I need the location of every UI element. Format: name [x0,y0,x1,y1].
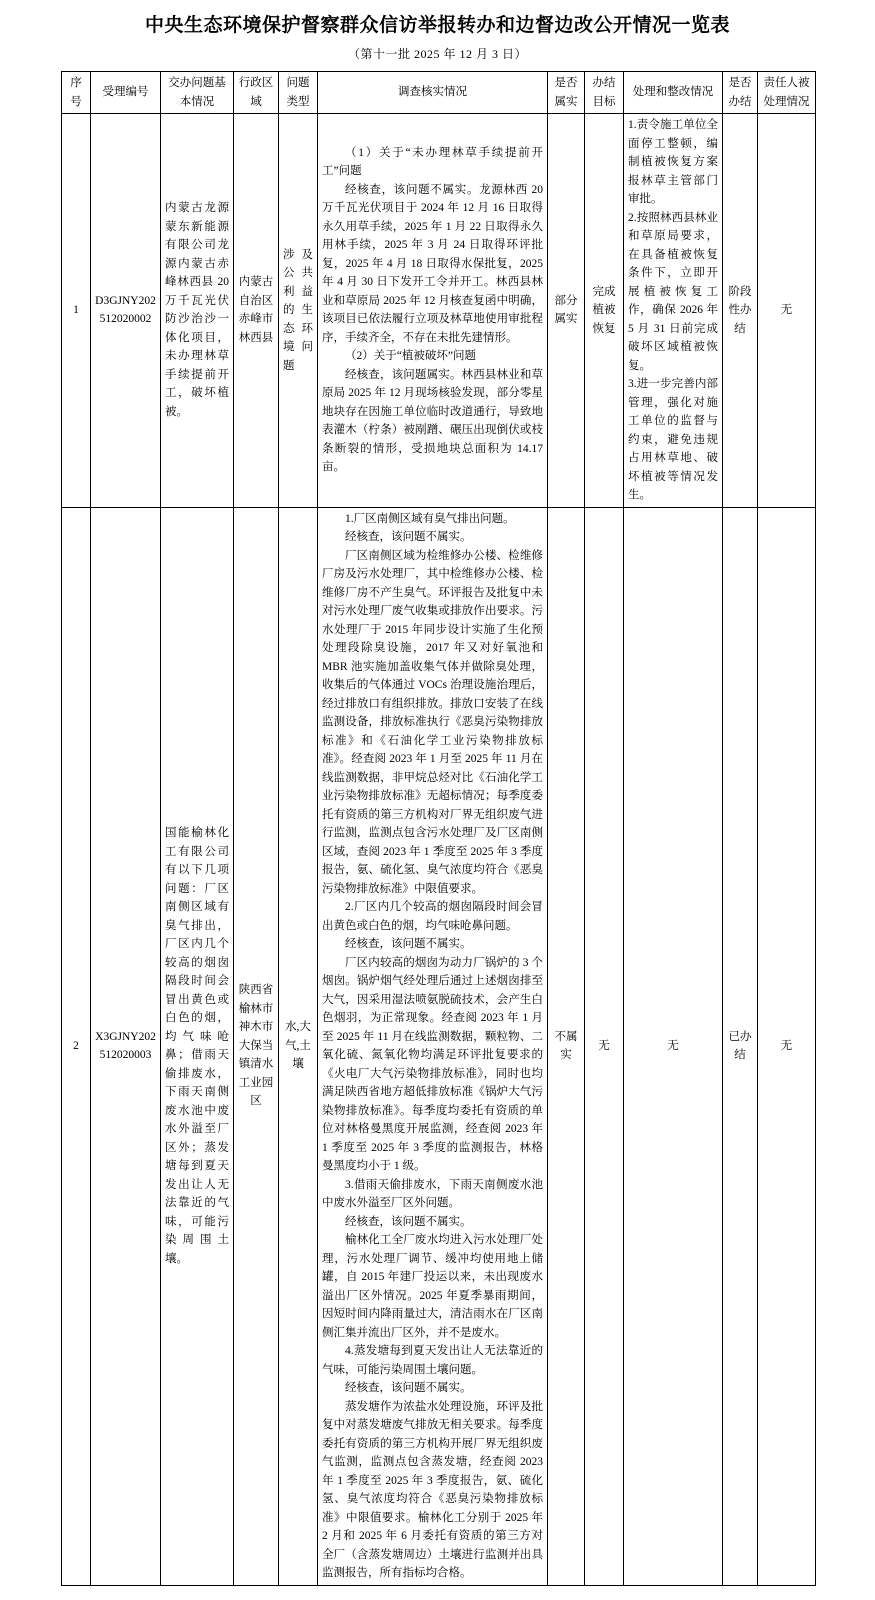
cell-verification: （1）关于“未办理林草手续提前开工”问题 经核查，该问题不属实。龙源林西 20 万千瓦光伏项目于 2024 年 12 月 16 日取得永久用草手续，2025 年 1 月 22 日取得永久用林手续，2025 年 3 月 24 日取得环评批复，2025 年 4 月 18 日取得水保批复，2025 年 4 月 30 日下发开工令并开工。林西县林业和草原局 2025 年 12 月核查复函中明确，该项目已依法履行立项及林草地使用审批程序，手续齐全，不存在未批先建情形。 （2）关于“植被破坏”问题 经核查，该问题属实。林西县林业和草原局 2025 年 12 月现场核验发现，部分零星地块存在因施工单位临时改道通行，导致地表灌木（柠条）被剐蹭、碾压出现倒伏或枝条断裂的情形，受损地块总面积为 14.17 亩。 [318,114,548,508]
col-header-acceptance-no: 受理编号 [91,72,161,114]
cell-acceptance-no: X3GJNY202512020003 [91,507,161,1585]
col-header-target: 办结目标 [585,72,624,114]
table-header-row [62,72,816,114]
cell-region: 内蒙古自治区赤峰市林西县 [234,114,279,508]
cell-is-closed: 已办结 [723,507,758,1585]
col-header-type: 问题类型 [279,72,318,114]
cell-type: 水,大气,土壤 [279,507,318,1585]
disclosure-table [61,71,816,1586]
cell-seq: 1 [62,114,91,508]
cell-problem: 内蒙古龙源蒙东新能源有限公司龙源内蒙古赤峰林西县 20 万千瓦光伏防沙治沙一体化项目，未办理林草手续提前开工，破坏植被。 [161,114,234,508]
cell-rectification: 1.责令施工单位全面停工整顿，编制植被恢复方案报林草主管部门审批。 2.按照林西县林业和草原局要求，在具备植被恢复条件下，立即开展植被恢复工作，确保 2026 年 5 月 31 日前完成破坏区域植被恢复。 3.进一步完善内部管理，强化对施工单位的监督与约束，避免违规占用林草地、破坏植被等情况发生。 [624,114,723,508]
cell-region: 陕西省榆林市神木市大保当镇清水工业园区 [234,507,279,1585]
page-subtitle: （第十一批 2025 年 12 月 3 日） [347,47,527,61]
col-header-is-closed: 是否办结 [723,72,758,114]
cell-target: 无 [585,507,624,1585]
table-row [62,507,816,1585]
cell-target: 完成植被恢复 [585,114,624,508]
cell-accountability: 无 [758,507,816,1585]
page-title: 中央生态环境保护督察群众信访举报转办和边督边改公开情况一览表 [144,15,730,36]
cell-is-true: 部分属实 [548,114,585,508]
col-header-accountability: 责任人被处理情况 [758,72,816,114]
col-header-verification: 调查核实情况 [318,72,548,114]
cell-rectification: 无 [624,507,723,1585]
col-header-is-true: 是否属实 [548,72,585,114]
cell-type: 涉及公共利益的生态环境问题 [279,114,318,508]
cell-is-true: 不属实 [548,507,585,1585]
col-header-seq: 序号 [62,72,91,114]
cell-accountability: 无 [758,114,816,508]
cell-verification: 1.厂区南侧区域有臭气排出问题。 经核查，该问题不属实。 厂区南侧区域为检维修办公楼、检维修厂房及污水处理厂，其中检维修办公楼、检维修厂房不产生臭气。环评报告及批复中未对污水处理厂废气收集或排放作出要求。污水处理厂于 2015 年同步设计实施了生化预处理段除臭设施，2017 年又对好氧池和 MBR 池实施加盖收集气体并做除臭处理，收集后的气体通过 VOCs 治理设施治理后，经过排放口有组织排放。排放口安装了在线监测设备，排放标准执行《恶臭污染物排放标准》和《石油化学工业污染物排放标准》。经查阅 2023 年 1 月至 2025 年 11 月在线监测数据，非甲烷总烃对比《石油化学工业污染物排放标准》无超标情况；每季度委托有资质的第三方机构对厂界无组织废气进行监测，监测点包含污水处理厂及厂区南侧区域，查阅 2023 年 1 季度至 2025 年 3 季度报告，氨、硫化氢、臭气浓度均符合《恶臭污染物排放标准》中限值要求。 2.厂区内几个较高的烟囱隔段时间会冒出黄色或白色的烟，均气味呛鼻问题。 经核查，该问题不属实。 厂区内较高的烟囱为动力厂锅炉的 3 个烟囱。锅炉烟气经处理后通过上述烟囱排至大气，因采用湿法喷氨脱硫技术，会产生白色烟羽，为正常现象。经查阅 2023 年 1 月至 2025 年 11 月在线监测数据，颗粒物、二氧化硫、氮氧化物均满足环评批复要求的《火电厂大气污染物排放标准》，同时也均满足陕西省地方超低排放标准《锅炉大气污染物排放标准》。每季度均委托有资质的单位对林格曼黑度开展监测，经查阅 2023 年 1 季度至 2025 年 3 季度的监测报告，林格曼黑度均小于 1 级。 3.借雨天偷排废水，下雨天南侧废水池中废水外溢至厂区外问题。 经核查，该问题不属实。 榆林化工全厂废水均进入污水处理厂处理，污水处理厂调节、缓冲均使用地上储罐，自 2015 年建厂投运以来，未出现废水溢出厂区外情况。2025 年夏季暴雨期间，因短时间内降雨量过大，清洁雨水在厂区南侧汇集并流出厂区外，并不是废水。 4.蒸发塘每到夏天发出让人无法靠近的气味，可能污染周围土壤问题。 经核查，该问题不属实。 蒸发塘作为浓盐水处理设施，环评及批复中对蒸发塘废气排放无相关要求。每季度委托有资质的第三方机构开展厂界无组织废气监测，监测点包含蒸发塘，经查阅 2023 年 1 季度至 2025 年 3 季度报告，氨、硫化氢、臭气浓度均符合《恶臭污染物排放标准》中限值要求。榆林化工分别于 2025 年 2 月和 2025 年 6 月委托有资质的第三方对全厂（含蒸发塘周边）土壤进行监测并出具监测报告，所有指标均合格。 [318,507,548,1585]
col-header-problem: 交办问题基本情况 [161,72,234,114]
col-header-rectification: 处理和整改情况 [624,72,723,114]
cell-seq: 2 [62,507,91,1585]
col-header-region: 行政区域 [234,72,279,114]
cell-problem: 国能榆林化工有限公司有以下几项问题：厂区南侧区域有臭气排出，厂区内几个较高的烟囱隔段时间会冒出黄色或白色的烟，均气味呛鼻；借雨天偷排废水，下雨天南侧废水池中废水外溢至厂区外；蒸发塘每到夏天发出让人无法靠近的气味，可能污染周围土壤。 [161,507,234,1585]
cell-is-closed: 阶段性办结 [723,114,758,508]
table-row [62,114,816,508]
cell-acceptance-no: D3GJNY202512020002 [91,114,161,508]
